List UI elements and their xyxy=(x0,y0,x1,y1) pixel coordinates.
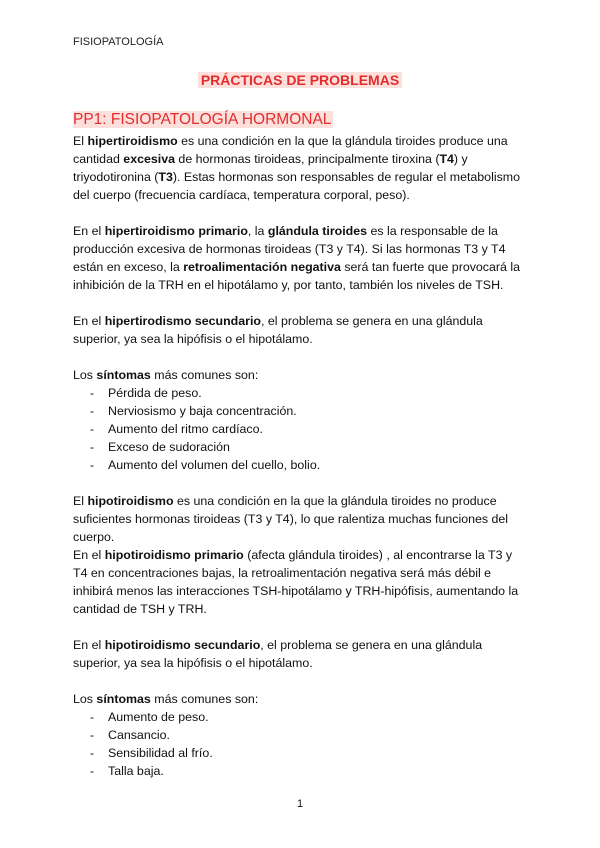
list-item: - Talla baja. xyxy=(90,762,528,780)
text-run: es una condición en la que la glándula tiroides no produce suficientes hormonas tiroideas (T3 y T4), lo que ralentiza muchas funciones del cuerpo. xyxy=(73,494,509,544)
spacer xyxy=(73,672,528,690)
text-run: más comunes son: xyxy=(150,368,259,382)
paragraph-hipertirodismo-secundario xyxy=(73,312,528,348)
bold-term: hipertiroidismo primario xyxy=(104,224,248,238)
bold-term: T4 xyxy=(439,152,454,166)
list-item: - Exceso de sudoración xyxy=(90,438,528,456)
text-run: Los xyxy=(73,368,97,382)
page-number: 1 xyxy=(296,798,304,810)
symptoms-list-hipotiroidismo xyxy=(73,708,528,780)
list-item: - Aumento de peso. xyxy=(90,708,528,726)
bold-term: hipotiroidismo primario xyxy=(104,548,244,562)
list-item: - Sensibilidad al frío. xyxy=(90,744,528,762)
bold-term: hipotiroidismo xyxy=(87,494,174,508)
section-heading-text: PP1: FISIOPATOLOGÍA HORMONAL xyxy=(73,111,332,128)
spacer xyxy=(73,618,528,636)
text-run: (afecta glándula tiroides) , al encontrarse la T3 y T4 en concentraciones bajas, la retroalimentación negativa será más débil e inhibirá menos las interacciones TSH-hipotálamo y TRH-hipófisis, aumentando la cantidad de TSH y TRH. xyxy=(73,548,519,616)
spacer xyxy=(73,474,528,492)
text-run: El xyxy=(73,494,88,508)
list-item: - Aumento del volumen del cuello, bolio. xyxy=(90,456,528,474)
section-heading xyxy=(73,109,528,131)
list-item: - Aumento del ritmo cardíaco. xyxy=(90,420,528,438)
text-run: , la xyxy=(247,224,268,238)
text-run: de hormonas tiroideas, principalmente tiroxina ( xyxy=(174,152,440,166)
text-run: ). Estas hormonas son responsables de regular el metabolismo del cuerpo (frecuencia cardíaca, temperatura corporal, peso). xyxy=(73,170,520,202)
bold-term: retroalimentación negativa xyxy=(183,260,341,274)
text-run: ) y triyodotironina ( xyxy=(73,152,468,184)
list-item: - Cansancio. xyxy=(90,726,528,744)
spacer xyxy=(73,204,528,222)
text-run: Los xyxy=(73,692,97,706)
text-run: , el problema se genera en una glándula superior, ya sea la hipófisis o el hipotálamo. xyxy=(73,314,483,346)
text-run: es la responsable de la producción excesiva de hormonas tiroideas (T3 y T4). Si las hormonas T3 y T4 están en exceso, la xyxy=(73,224,506,274)
paragraph-hipertiroidismo-primario xyxy=(73,222,528,294)
bold-term: síntomas xyxy=(96,368,151,382)
bold-term: hipotiroidismo secundario xyxy=(104,638,261,652)
bold-term: hipertiroidismo xyxy=(87,134,178,148)
text-run: más comunes son: xyxy=(150,692,259,706)
document-header: FISIOPATOLOGÍA xyxy=(73,36,164,48)
symptoms-list-hipertiroidismo xyxy=(73,384,528,474)
paragraph-hipotiroidismo-primario xyxy=(73,546,528,618)
bold-term: síntomas xyxy=(96,692,151,706)
paragraph-hipotiroidismo xyxy=(73,492,528,546)
paragraph-hipotiroidismo-secundario xyxy=(73,636,528,672)
spacer xyxy=(73,294,528,312)
text-run: En el xyxy=(73,314,105,328)
text-run: es una condición en la que la glándula tiroides produce una cantidad xyxy=(73,134,508,166)
text-run: En el xyxy=(73,224,105,238)
bold-term: glándula tiroides xyxy=(267,224,368,238)
text-run: En el xyxy=(73,548,105,562)
paragraph-hipertiroidismo xyxy=(73,132,528,204)
list-item: - Nerviosismo y baja concentración. xyxy=(90,402,528,420)
page-title xyxy=(0,72,600,88)
symptoms-intro xyxy=(73,690,528,708)
text-run: será tan fuerte que provocará la inhibición de la TRH en el hipotálamo y, por tanto, también los niveles de TSH. xyxy=(73,260,520,292)
document-body xyxy=(73,109,528,780)
text-run: En el xyxy=(73,638,105,652)
symptoms-intro xyxy=(73,366,528,384)
text-run: , el problema se genera en una glándula superior, ya sea la hipófisis o el hipotálamo. xyxy=(73,638,483,670)
page-title-text: PRÁCTICAS DE PROBLEMAS xyxy=(198,72,402,88)
bold-term: T3 xyxy=(158,170,173,184)
bold-term: excesiva xyxy=(123,152,175,166)
text-run: El xyxy=(73,134,88,148)
bold-term: hipertirodismo secundario xyxy=(104,314,261,328)
list-item: - Pérdida de peso. xyxy=(90,384,528,402)
spacer xyxy=(73,348,528,366)
